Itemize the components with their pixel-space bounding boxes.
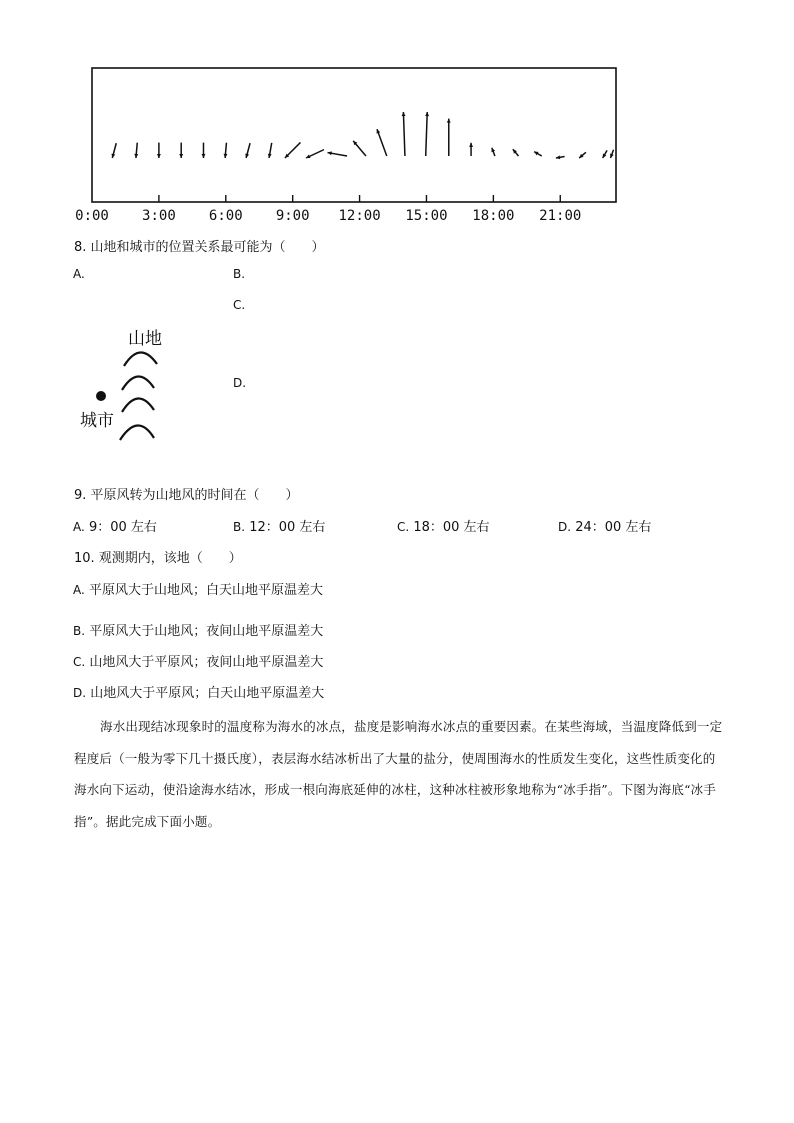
q10-stem: 10. 观测期内，该地（ ）: [74, 551, 242, 566]
q9-option-a-text: 9：00 左右: [88, 520, 157, 535]
x-tick-label: 12:00: [338, 208, 381, 224]
wind-arrow-head: [202, 154, 206, 158]
wind-arrow: [268, 143, 272, 158]
x-tick-label: 15:00: [405, 208, 448, 224]
q9-option-b[interactable]: [233, 516, 325, 535]
wind-arrow-head: [134, 154, 138, 158]
wind-arrow-head: [179, 154, 183, 158]
q9-option-d-text: 24：00 左右: [575, 520, 652, 535]
x-tick-label: 6:00: [208, 208, 243, 224]
wind-arrow: [513, 149, 519, 156]
q10-option-c-text: 山地风大于平原风；夜间山地平原温差大: [89, 655, 324, 670]
wind-arrow: [603, 150, 607, 158]
wind-arrow: [157, 143, 161, 158]
city-dot: [96, 391, 106, 401]
wind-chart: [0, 0, 794, 240]
q10-option-a[interactable]: [73, 579, 323, 598]
wind-arrow-head: [402, 112, 406, 116]
wind-arrow: [306, 150, 324, 158]
wind-arrow-head: [447, 119, 451, 123]
q10-option-b-text: 平原风大于山地风；夜间山地平原温差大: [89, 624, 324, 639]
q10-option-d-label: D.: [73, 686, 87, 700]
q9-option-a-label: A.: [73, 520, 85, 534]
q8-option-b[interactable]: B.: [233, 267, 246, 281]
q9-option-b-label: B.: [233, 520, 246, 534]
q10-option-a-label: A.: [73, 583, 85, 597]
q10-option-b-label: B.: [73, 624, 86, 638]
wind-arrow: [328, 151, 347, 156]
chart-frame: [92, 68, 616, 202]
wind-arrow: [179, 143, 183, 158]
wind-arrow: [579, 152, 586, 158]
mountain-arc: [122, 398, 154, 412]
wind-arrow-head: [425, 112, 429, 116]
wind-arrow: [469, 143, 473, 156]
q10-option-d-text: 山地风大于平原风；白天山地平原温差大: [90, 686, 325, 701]
q9-option-c-label: C.: [397, 520, 410, 534]
wind-arrow-shaft: [403, 112, 405, 156]
wind-arrow: [447, 119, 451, 156]
x-axis-labels: [75, 208, 581, 224]
q10-option-d[interactable]: [73, 682, 324, 701]
wind-arrow-shaft: [377, 129, 387, 156]
wind-arrow: [534, 152, 542, 156]
wind-arrow: [425, 112, 429, 156]
wind-arrow: [245, 143, 250, 158]
wind-arrow-head: [610, 154, 614, 158]
mountain-arc: [120, 425, 154, 440]
wind-arrow: [285, 142, 301, 158]
q10-option-c[interactable]: [73, 651, 323, 670]
mountain-label: 山地: [128, 329, 162, 349]
wind-arrow: [402, 112, 406, 156]
wind-arrow: [134, 143, 138, 158]
wind-arrow: [202, 143, 206, 158]
q10-option-b[interactable]: [73, 620, 323, 639]
q9-option-c-text: 18：00 左右: [413, 520, 490, 535]
wind-arrows: [111, 112, 613, 159]
mountain-arc: [124, 352, 157, 366]
city-label: 城市: [80, 411, 114, 431]
wind-arrow-head: [224, 154, 228, 158]
q10-option-c-label: C.: [73, 655, 86, 669]
q8-option-d[interactable]: D.: [233, 376, 247, 390]
wind-arrow: [377, 129, 387, 156]
q8-stem: 8. 山地和城市的位置关系最可能为（ ）: [74, 240, 325, 255]
q8-option-a-figure: [90, 344, 190, 444]
q9-option-b-text: 12：00 左右: [249, 520, 326, 535]
x-tick-label: 0:00: [75, 208, 109, 224]
wind-arrow-head: [157, 154, 161, 158]
x-tick-label: 18:00: [472, 208, 515, 224]
q8-option-c[interactable]: C.: [233, 298, 246, 312]
reading-passage: 海水出现结冰现象时的温度称为海水的冰点，盐度是影响海水冰点的重要因素。在某些海域，当温度降低到一定程度后（一般为零下几十摄氏度），表层海水结冰析出了大量的盐分，使周围海水的性质发生变化，这些性质变化的海水向下运动，使沿途海水结冰，形成一根向海底延伸的冰柱，这种冰柱被形象地称为“冰手指”。下图为海底“冰手指”。据此完成下面小题。: [74, 719, 723, 829]
mountain-arc: [122, 376, 154, 390]
wind-arrow: [491, 148, 495, 156]
q9-option-d[interactable]: [558, 516, 651, 535]
wind-arrow-head: [491, 148, 495, 152]
q9-stem: 9. 平原风转为山地风的时间在（ ）: [74, 488, 299, 503]
wind-arrow: [224, 143, 228, 158]
q9-option-d-label: D.: [558, 520, 572, 534]
wind-arrow-head: [469, 143, 473, 147]
x-axis-ticks: [159, 195, 560, 202]
wind-arrow: [556, 155, 565, 159]
wind-arrow: [111, 143, 116, 158]
q8-option-a[interactable]: A.: [73, 267, 85, 281]
wind-arrow: [353, 141, 366, 156]
q9-option-c[interactable]: [397, 516, 490, 535]
wind-arrow: [610, 150, 614, 158]
wind-arrow-shaft: [426, 112, 428, 156]
x-tick-label: 21:00: [539, 208, 582, 224]
x-tick-label: 9:00: [275, 208, 310, 224]
q10-option-a-text: 平原风大于山地风；白天山地平原温差大: [88, 583, 323, 598]
x-tick-label: 3:00: [142, 208, 176, 224]
q9-option-a[interactable]: [73, 516, 157, 535]
wind-arrow-head: [377, 129, 381, 133]
